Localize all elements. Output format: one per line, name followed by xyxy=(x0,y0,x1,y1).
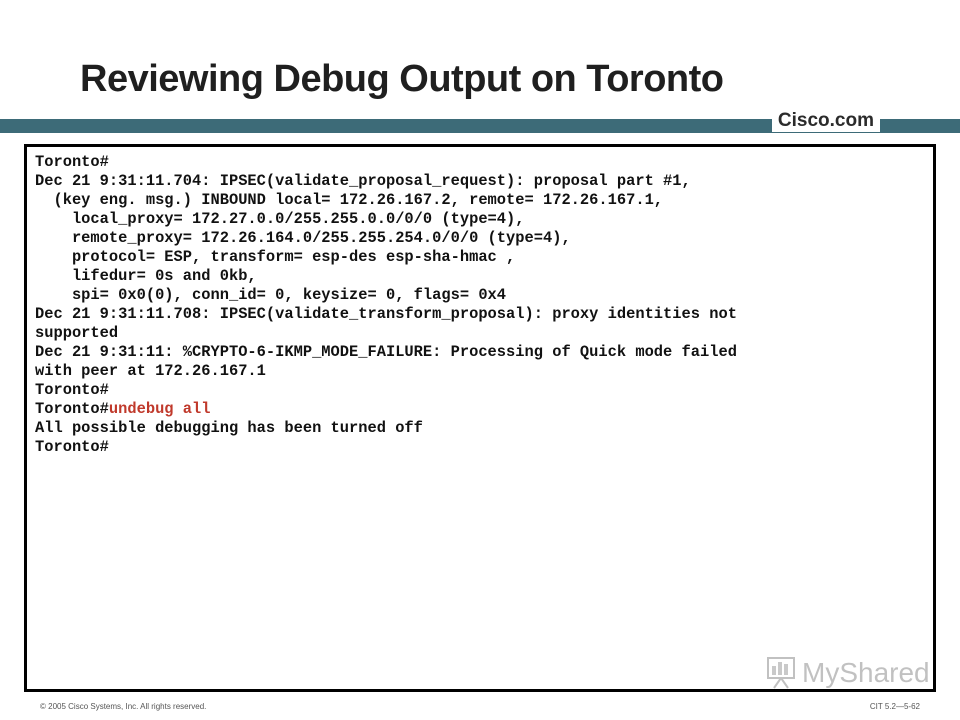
presentation-board-icon xyxy=(768,658,794,688)
slide-title: Reviewing Debug Output on Toronto xyxy=(80,58,724,100)
console-line: Dec 21 9:31:11.704: IPSEC(validate_proposal_request): proposal part #1, xyxy=(35,172,691,190)
console-line: with peer at 172.26.167.1 xyxy=(35,362,266,380)
watermark-logo xyxy=(764,652,934,690)
console-line: spi= 0x0(0), conn_id= 0, keysize= 0, flags= 0x4 xyxy=(35,286,507,304)
console-command-line xyxy=(35,400,211,419)
console-command: undebug all xyxy=(108,400,211,418)
watermark-text: MyShared xyxy=(802,657,930,688)
console-line: lifedur= 0s and 0kb, xyxy=(35,267,257,285)
console-line: local_proxy= 172.27.0.0/255.255.0.0/0/0 (type=4), xyxy=(35,210,525,228)
console-line: remote_proxy= 172.26.164.0/255.255.254.0/0/0 (type=4), xyxy=(35,229,571,247)
console-output-box xyxy=(24,144,936,692)
slide-number-footer: CIT 5.2—5-62 xyxy=(869,702,920,711)
copyright-footer: © 2005 Cisco Systems, Inc. All rights reserved. xyxy=(40,702,207,711)
console-line: protocol= ESP, transform= esp-des esp-sha-hmac , xyxy=(35,248,516,266)
console-line: Toronto# xyxy=(35,153,109,171)
console-line: supported xyxy=(35,324,119,342)
console-line: Toronto# xyxy=(35,438,109,456)
console-line: Toronto# xyxy=(35,381,109,399)
console-line: Dec 21 9:31:11.708: IPSEC(validate_transform_proposal): proxy identities not xyxy=(35,305,737,323)
console-line: All possible debugging has been turned off xyxy=(35,419,423,437)
brand-logo-text: Cisco.com xyxy=(772,110,880,132)
console-line: Dec 21 9:31:11: %CRYPTO-6-IKMP_MODE_FAILURE: Processing of Quick mode failed xyxy=(35,343,737,361)
console-line: (key eng. msg.) INBOUND local= 172.26.167.2, remote= 172.26.167.1, xyxy=(35,191,664,209)
console-prompt: Toronto# xyxy=(35,400,109,418)
